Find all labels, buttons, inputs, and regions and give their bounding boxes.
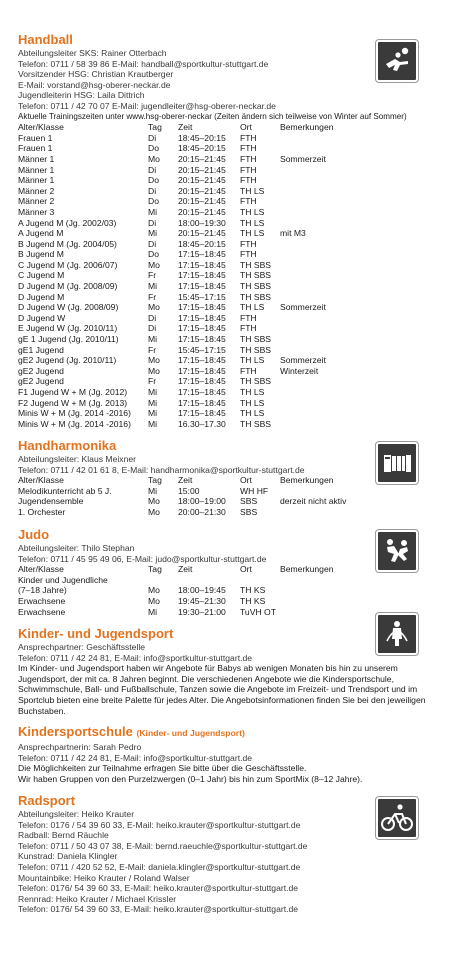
table-row: [18, 313, 448, 324]
contact-line: Mountainbike: Heiko Krauter / Roland Walser: [18, 872, 190, 883]
table-header-cell: Bemerkungen: [280, 564, 334, 575]
table-row-cell: TH LS: [240, 206, 265, 217]
accordion-icon: [376, 442, 418, 484]
contact-line: E-Mail: vorstand@hsg-oberer-neckar.de: [18, 79, 171, 90]
table-row-cell: Di: [148, 185, 157, 196]
schedule-table: [18, 564, 448, 617]
table-row-cell: 20:15–21:45: [178, 228, 226, 239]
table-row-cell: E Jugend W (Jg. 2010/11): [18, 323, 118, 334]
table-header-cell: Tag: [148, 122, 162, 133]
table-row-cell: gE 1 Jugend (Jg. 2010/11): [18, 334, 119, 345]
table-row-cell: 17:15–18:45: [178, 259, 226, 270]
section-title: Kinder- und Jugendsport: [18, 626, 174, 641]
table-row-cell: Mi: [148, 228, 158, 239]
table-row-cell: Mo: [148, 355, 160, 366]
table-row-cell: 17:15–18:45: [178, 334, 226, 345]
table-row-cell: FTH: [240, 249, 257, 260]
table-row-cell: Kinder und Jugendliche: [18, 574, 108, 585]
table-row: [18, 507, 448, 518]
table-row-cell: D Jugend W: [18, 312, 66, 323]
contact-line: Abteilungsleiter SKS: Rainer Otterbach: [18, 48, 167, 58]
table-row-cell: TH SBS: [240, 259, 272, 270]
table-row-cell: gE2 Jugend: [18, 365, 64, 376]
table-row-cell: TH LS: [240, 397, 265, 408]
table-row-cell: FTH: [240, 132, 257, 143]
table-header-cell: Tag: [148, 475, 162, 486]
contact-line: Vorsitzender HSG: Christian Krautberger: [18, 69, 174, 80]
table-row-cell: 17:15–18:45: [178, 355, 226, 366]
table-row-cell: mit M3: [280, 228, 306, 239]
table-row-cell: Männer 1: [18, 164, 55, 175]
table-row-cell: TH LS: [240, 228, 265, 239]
table-header-cell: Ort: [240, 564, 252, 575]
table-row-cell: A Jugend M (Jg. 2002/03): [18, 217, 117, 228]
table-row-cell: 20:00–21:30: [178, 506, 226, 517]
table-row-cell: B Jugend M (Jg. 2004/05): [18, 238, 117, 249]
table-row-cell: Mi: [148, 397, 158, 408]
table-row-cell: Männer 3: [18, 206, 55, 217]
table-row: [18, 398, 448, 409]
table-row-cell: Di: [148, 132, 157, 143]
contact-line: Kunstrad: Daniela Klingler: [18, 851, 118, 862]
table-row: [18, 239, 448, 250]
table-row-cell: Di: [148, 217, 157, 228]
table-row-cell: 17:15–18:45: [178, 270, 226, 281]
section-subtitle: (Kinder- und Jugendsport): [136, 728, 245, 738]
table-header-cell: Bemerkungen: [280, 475, 334, 486]
table-row-cell: TH LS: [240, 355, 265, 366]
table-row-cell: Melodikunterricht ab 5 J.: [18, 485, 112, 496]
table-row-cell: Mo: [148, 302, 160, 313]
table-row-cell: TH LS: [240, 408, 265, 419]
table-row-cell: 20:15–21:45: [178, 196, 226, 207]
cycling-icon: [376, 797, 418, 839]
table-row-cell: 18:00–19:45: [178, 585, 226, 596]
table-row-cell: FTH: [240, 323, 257, 334]
table-row-cell: 17:15–18:45: [178, 249, 226, 260]
table-row-cell: Mo: [148, 506, 160, 517]
table-row: [18, 596, 448, 607]
section-handball: [18, 32, 448, 429]
table-row-cell: FTH: [240, 238, 257, 249]
table-row-cell: 15:45–17:15: [178, 344, 226, 355]
contact-line: Telefon: 0711 / 50 43 07 38, E-Mail: bernd.raeuchle@sportkultur-stuttgart.de: [18, 840, 308, 851]
table-row-cell: FTH: [240, 312, 257, 323]
contact-line: Telefon: 0176/ 54 39 60 33, E-Mail: heiko.krauter@sportkultur-stuttgart.de: [18, 904, 299, 915]
table-row-cell: TH SBS: [240, 281, 272, 292]
table-row-cell: Winterzeit: [280, 365, 319, 376]
table-row-cell: Sommerzeit: [280, 355, 326, 366]
table-row: [18, 228, 448, 239]
table-row: [18, 408, 448, 419]
table-row-cell: Sommerzeit: [280, 153, 326, 164]
table-header-cell: Alter/Klasse: [18, 564, 64, 575]
table-header-cell: Ort: [240, 122, 252, 133]
table-row: [18, 218, 448, 229]
table-row: [18, 196, 448, 207]
table-row-cell: D Jugend M (Jg. 2008/09): [18, 281, 118, 292]
table-row-cell: D Jugend M: [18, 291, 65, 302]
table-header-cell: Zeit: [178, 564, 193, 575]
contact-line: Telefon: 0711 / 42 70 07 E-Mail: jugendleiter@hsg-oberer-neckar.de: [18, 100, 276, 111]
section-title: [18, 724, 448, 741]
table-header-cell: Ort: [240, 475, 252, 486]
table-row-cell: Di: [148, 238, 157, 249]
contact-line: Abteilungsleiter: Klaus Meixner: [18, 454, 136, 464]
contact-line: Telefon: 0711 / 42 24 81, E-Mail: info@sportkultur-stuttgart.de: [18, 652, 253, 663]
table-row-cell: 17:15–18:45: [178, 323, 226, 334]
note-line: Aktuelle Trainingszeiten unter www.hsg-oberer-neckar (Zeiten ändern sich teilweise von Winter auf Sommer): [18, 111, 407, 121]
table-row-cell: 17:15–18:45: [178, 302, 226, 313]
table-row: [18, 334, 448, 345]
table-row-cell: 19:30–21:00: [178, 606, 226, 617]
table-row-cell: C Jugend M (Jg. 2006/07): [18, 259, 118, 270]
table-row-cell: FTH: [240, 164, 257, 175]
table-row-cell: 20:15–21:45: [178, 175, 226, 186]
table-row-cell: Mi: [148, 408, 158, 419]
table-row-cell: FTH: [240, 143, 257, 154]
contact-line: Radball: Bernd Räuchle: [18, 830, 109, 841]
table-row-cell: 20:15–21:45: [178, 206, 226, 217]
table-row-cell: TH SBS: [240, 376, 272, 387]
table-row-cell: TH SBS: [240, 270, 272, 281]
table-row-cell: FTH: [240, 365, 257, 376]
table-row-cell: 18:45–20:15: [178, 132, 226, 143]
table-row-cell: Fr: [148, 376, 157, 387]
table-row-cell: Mo: [148, 153, 160, 164]
table-row-cell: Erwachsene: [18, 606, 66, 617]
contact-line: Ansprechpartnerin: Sarah Pedro: [18, 742, 142, 752]
contact-line: Jugendleiterin HSG: Laila Dittrich: [18, 90, 145, 101]
table-row-cell: 1. Orchester: [18, 506, 66, 517]
table-row-cell: 20:15–21:45: [178, 185, 226, 196]
table-row-cell: Mo: [148, 259, 160, 270]
table-row-cell: Mi: [148, 281, 158, 292]
table-row-cell: FTH: [240, 153, 257, 164]
table-row-cell: 20:15–21:45: [178, 164, 226, 175]
table-row-cell: 18:45–20:15: [178, 238, 226, 249]
table-row: [18, 154, 448, 165]
table-row: [18, 366, 448, 377]
info-line: Die Möglichkeiten zur Teilnahme erfragen Sie bitte über die Geschäftsstelle.: [18, 763, 307, 774]
table-row-cell: TH KS: [240, 595, 266, 606]
table-row-cell: Männer 1: [18, 153, 55, 164]
section-title: Handharmonika: [18, 438, 117, 453]
table-row-cell: Jugendensemble: [18, 496, 84, 507]
table-row-cell: (7–18 Jahre): [18, 585, 67, 596]
contact-line: Ansprechpartner: Geschäftsstelle: [18, 642, 146, 652]
contact-line: Rennrad: Heiko Krauter / Michael Krissler: [18, 893, 177, 904]
table-header-cell: Zeit: [178, 475, 193, 486]
table-row-cell: D Jugend W (Jg. 2008/09): [18, 302, 119, 313]
table-row-cell: TH LS: [240, 387, 265, 397]
table-row-cell: A Jugend M: [18, 228, 64, 239]
table-row-cell: SBS: [240, 496, 258, 507]
table-row-cell: TH SBS: [240, 291, 272, 302]
table-row-cell: 15:45–17:15: [178, 291, 226, 302]
table-header-cell: Bemerkungen: [280, 122, 334, 133]
table-row: [18, 249, 448, 260]
table-row-cell: Männer 2: [18, 196, 55, 207]
contact-line: Abteilungsleiter: Thilo Stephan: [18, 543, 135, 553]
table-header-cell: Alter/Klasse: [18, 122, 64, 133]
table-row-cell: Fr: [148, 344, 157, 355]
handball-icon: [376, 40, 418, 82]
table-row-cell: 18:45–20:15: [178, 143, 226, 154]
table-row-cell: 18:00–19:00: [178, 496, 226, 507]
table-row: [18, 260, 448, 271]
table-row-cell: Mo: [148, 496, 160, 507]
table-row-cell: TH SBS: [240, 334, 272, 345]
table-header-cell: Zeit: [178, 122, 193, 133]
table-row-cell: TH KS: [240, 585, 266, 596]
table-row-cell: 18:00–19:30: [178, 217, 226, 228]
table-row-cell: TH LS: [240, 302, 265, 313]
table-row-cell: TH SBS: [240, 418, 272, 429]
table-row: [18, 376, 448, 387]
table-row-cell: 16.30–17.30: [178, 418, 226, 429]
table-row: [18, 281, 448, 292]
table-row-cell: Minis W + M (Jg. 2014 -2016): [18, 418, 131, 429]
table-row-cell: Mi: [148, 334, 158, 345]
table-row-cell: Minis W + M (Jg. 2014 -2016): [18, 408, 131, 419]
section-title: Judo: [18, 527, 50, 542]
table-row-cell: 17:15–18:45: [178, 376, 226, 387]
table-row-cell: B Jugend M: [18, 249, 64, 260]
table-header-cell: Alter/Klasse: [18, 475, 64, 486]
table-row: [18, 302, 448, 313]
table-row-cell: 17:15–18:45: [178, 397, 226, 408]
table-row: [18, 143, 448, 154]
table-row-cell: 17:15–18:45: [178, 281, 226, 292]
table-row: [18, 575, 448, 586]
table-row-cell: 17:15–18:45: [178, 365, 226, 376]
table-row-cell: Di: [148, 312, 157, 323]
table-row-cell: Erwachsene: [18, 595, 66, 606]
table-row: [18, 419, 448, 430]
section-kindersportschule: [18, 724, 448, 784]
table-row-cell: Di: [148, 323, 157, 334]
table-row-cell: 17:15–18:45: [178, 408, 226, 419]
table-row: [18, 165, 448, 176]
table-row-cell: Fr: [148, 291, 157, 302]
table-row: [18, 207, 448, 218]
table-row: [18, 345, 448, 356]
table-row-cell: Mo: [148, 365, 160, 376]
description-text: Im Kinder- und Jugendsport haben wir Angebote für Babys ab wenigen Monaten bis hin zu unserem Jugendsport, der mit ca. 8 Jahren beginnt. Die verschiedenen Angebote wie die Kindersportschule, Schwimmschule, Ball- und Fußballschule, Tanzen sowie die Angebote im Freizeit- und Trendsport und im Sportclub bieten eine breite Palette für jedes Alter. Die Angebotsinformationen finden Sie bei den jeweiligen Buchstaben.: [18, 663, 426, 716]
info-line: Wir haben Gruppen von den Purzelzwergen (0–1 Jahr) bis hin zum SportMix (8–12 Jahre).: [18, 773, 363, 784]
section-title-text: Kindersportschule: [18, 724, 133, 739]
table-row-cell: 15:00: [178, 485, 200, 496]
judo-icon: [376, 530, 418, 572]
table-row-cell: 17:15–18:45: [178, 312, 226, 323]
table-row: [18, 186, 448, 197]
contact-line: Telefon: 0176 / 54 39 60 33, E-Mail: heiko.krauter@sportkultur-stuttgart.de: [18, 819, 301, 830]
table-row-cell: Fr: [148, 270, 157, 281]
table-row-cell: Do: [148, 175, 159, 186]
table-row-cell: 20:15–21:45: [178, 153, 226, 164]
table-row-cell: Männer 1: [18, 175, 55, 186]
table-row: [18, 355, 448, 366]
contact-line: Abteilungsleiter: Heiko Krauter: [18, 809, 135, 819]
table-row-cell: FTH: [240, 175, 257, 186]
section-title: Handball: [18, 32, 73, 47]
table-row: [18, 585, 448, 596]
contact-line: Telefon: 0711 / 42 01 61 8, E-Mail: handharmonika@sportkultur-stuttgart.de: [18, 464, 305, 475]
table-row-cell: Frauen 1: [18, 143, 53, 154]
table-row-cell: FTH: [240, 196, 257, 207]
table-row-cell: TH LS: [240, 217, 265, 228]
table-row: [18, 270, 448, 281]
table-row-cell: Do: [148, 196, 159, 207]
table-row-cell: TH SBS: [240, 344, 272, 355]
table-row: [18, 496, 448, 507]
table-row-cell: Mi: [148, 387, 158, 397]
table-row-cell: Mi: [148, 606, 158, 617]
table-row: [18, 387, 448, 398]
schedule-table: [18, 122, 448, 429]
table-header-cell: Tag: [148, 564, 162, 575]
table-row-cell: 19:45–21:30: [178, 595, 226, 606]
table-row-cell: TuVH OT: [240, 606, 276, 617]
table-row-cell: Do: [148, 143, 159, 154]
table-row: [18, 175, 448, 186]
table-row-cell: Di: [148, 164, 157, 175]
table-row-cell: WH HF: [240, 485, 269, 496]
table-row-cell: TH LS: [240, 185, 265, 196]
contact-line: Telefon: 0711 / 42 24 81, E-Mail: info@sportkultur-stuttgart.de: [18, 752, 253, 763]
table-row-cell: 17:15–18:45: [178, 387, 226, 397]
contact-line: Telefon: 0711 / 58 39 86 E-Mail: handball@sportkultur-stuttgart.de: [18, 58, 269, 69]
table-row-cell: gE1 Jugend: [18, 344, 64, 355]
kids-sport-icon: [376, 613, 418, 655]
table-row: [18, 323, 448, 334]
table-row: [18, 486, 448, 497]
table-row-cell: Mo: [148, 585, 160, 596]
contact-line: Telefon: 0176/ 54 39 60 33, E-Mail: heiko.krauter@sportkultur-stuttgart.de: [18, 883, 299, 894]
table-header: [18, 122, 448, 133]
table-row-cell: Mi: [148, 418, 158, 429]
table-row-cell: SBS: [240, 506, 258, 517]
table-row: [18, 292, 448, 303]
table-row-cell: Mo: [148, 595, 160, 606]
section-title: Radsport: [18, 793, 76, 808]
contact-line: Telefon: 0711 / 45 95 49 06, E-Mail: judo@sportkultur-stuttgart.de: [18, 553, 267, 564]
table-row-cell: gE2 Jugend (Jg. 2010/11): [18, 355, 117, 366]
table-row-cell: Mi: [148, 485, 158, 496]
table-row-cell: Sommerzeit: [280, 302, 326, 313]
table-row-cell: F1 Jugend W + M (Jg. 2012): [18, 387, 128, 397]
table-row-cell: Frauen 1: [18, 132, 53, 143]
contact-line: Telefon: 0711 / 420 52 52, E-Mail: daniela.klingler@sportkultur-stuttgart.de: [18, 861, 301, 872]
table-row: [18, 133, 448, 144]
table-row-cell: F2 Jugend W + M (Jg. 2013): [18, 397, 128, 408]
table-row-cell: Mi: [148, 206, 158, 217]
table-row-cell: C Jugend M: [18, 270, 65, 281]
table-row-cell: gE2 Jugend: [18, 376, 64, 387]
table-row-cell: derzeit nicht aktiv: [280, 496, 347, 507]
table-row-cell: Do: [148, 249, 159, 260]
table-row-cell: Männer 2: [18, 185, 55, 196]
